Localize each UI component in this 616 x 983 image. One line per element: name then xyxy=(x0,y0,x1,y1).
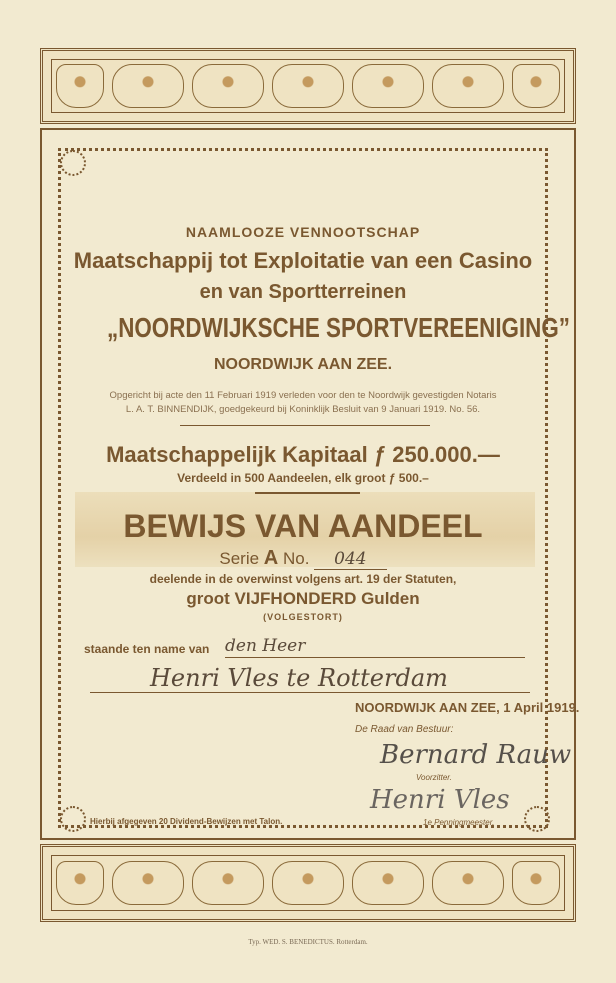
certificate-title: BEWIJS VAN AANDEEL xyxy=(123,508,483,544)
issue-place-date: NOORDWIJK AAN ZEE, 1 April 1919. xyxy=(355,700,580,715)
corner-ornament xyxy=(524,806,550,832)
founding-line1: Opgericht bij acte den 11 Februari 1919 verleden voor den te Noordwijk gevestigden Notaris xyxy=(109,390,497,401)
company-line2: en van Sportterreinen xyxy=(199,281,407,303)
capital-line xyxy=(58,442,548,468)
capital-amount: ƒ 250.000.— xyxy=(373,442,500,467)
signature-chair: Bernard Rauw xyxy=(380,740,572,770)
corner-ornament xyxy=(60,806,86,832)
divider xyxy=(255,492,360,494)
top-ornament-band xyxy=(40,48,576,124)
holder-label: staande ten name van xyxy=(84,642,210,656)
treasurer-label: 1e Penningmeester. xyxy=(423,818,495,827)
paid-status: (VOLGESTORT) xyxy=(263,612,343,622)
capital-label: Maatschappelijk Kapitaal xyxy=(106,442,368,467)
board-label: De Raad van Bestuur: xyxy=(355,724,454,735)
signature-treasurer: Henri Vles xyxy=(370,785,510,815)
holder-salutation: den Heer xyxy=(225,636,525,658)
share-value: groot VIJFHONDERD Gulden xyxy=(186,589,420,608)
holder-name: Henri Vles te Rotterdam xyxy=(90,664,530,693)
number-label: No. xyxy=(282,549,310,568)
corner-ornament xyxy=(60,150,86,176)
coupons-note: Hierbij afgegeven 20 Dividend-Bewijzen met Talon. xyxy=(90,817,283,826)
bottom-ornament-band xyxy=(40,844,576,922)
printer-credit: Typ. WED. S. BENEDICTUS. Rotterdam. xyxy=(248,938,368,946)
company-type: NAAMLOOZE VENNOOTSCHAP xyxy=(185,224,421,240)
chair-label: Voorzitter. xyxy=(416,773,452,782)
serie-value: A xyxy=(263,547,279,569)
divider xyxy=(180,425,430,426)
certificate-number: 044 xyxy=(314,549,386,570)
serie-number xyxy=(58,547,548,571)
share-text: deelende in de overwinst volgens art. 19 der Statuten, xyxy=(149,572,457,586)
serie-label: Serie xyxy=(219,549,260,568)
capital-divided: Verdeeld in 500 Aandeelen, elk groot ƒ 500.– xyxy=(177,471,429,485)
company-line1: Maatschappij tot Exploitatie van een Casino xyxy=(73,248,533,273)
company-location: NOORDWIJK AAN ZEE. xyxy=(213,356,393,373)
company-name: „NOORDWIJKSCHE SPORTVEREENIGING” xyxy=(107,312,570,343)
founding-line2: L. A. T. BINNENDIJK, goedgekeurd bij Koninklijk Besluit van 9 Januari 1919. No. 56. xyxy=(125,404,481,415)
